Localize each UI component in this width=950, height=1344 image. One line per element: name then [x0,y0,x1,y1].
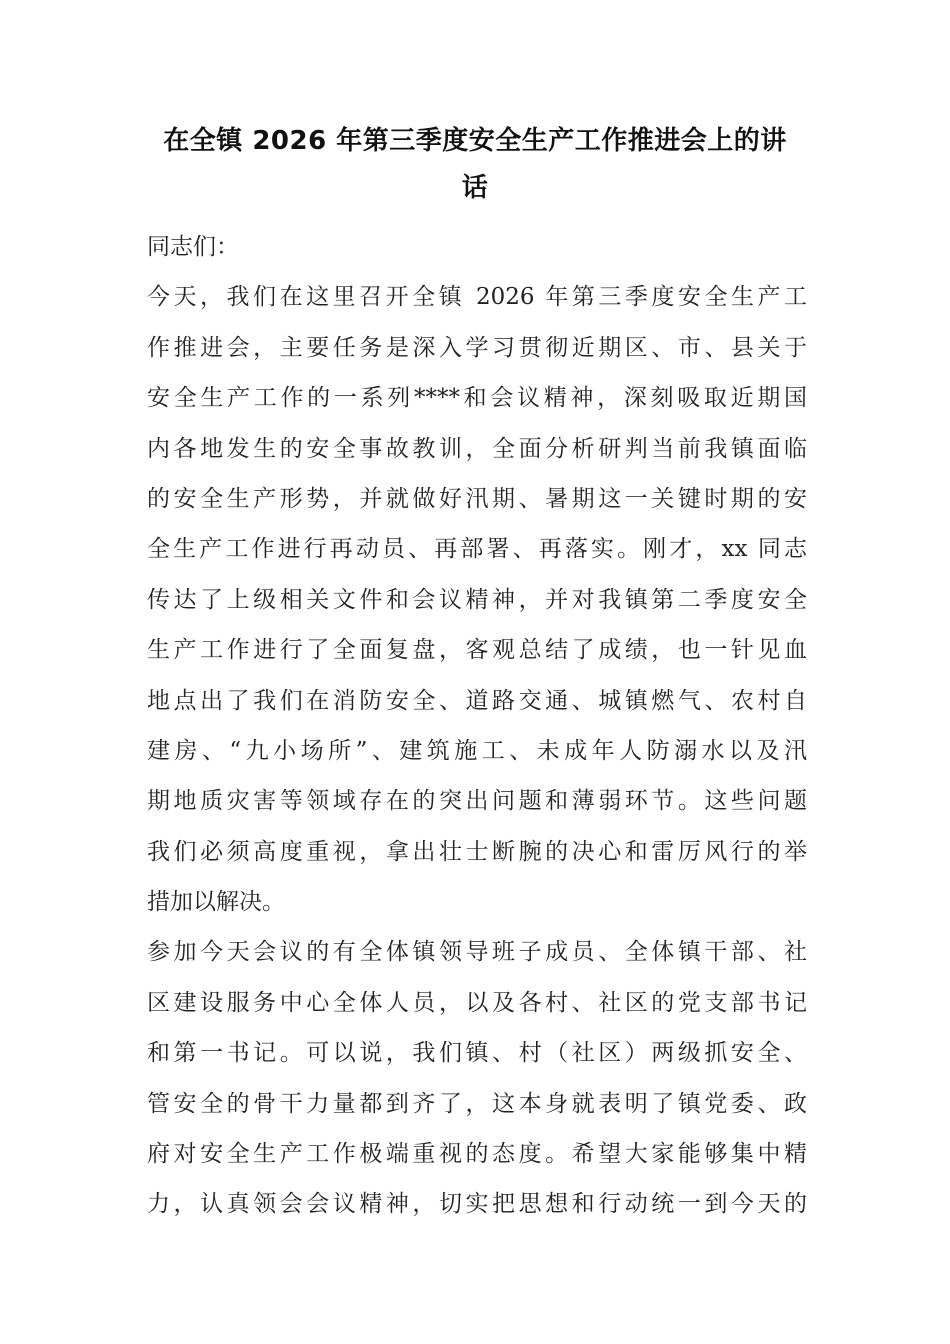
paragraph-line: 地点出了我们在消防安全、道路交通、城镇燃气、农村自 [147,687,807,714]
paragraph-line: 力，认真领会会议精神，切实把思想和行动统一到今天的 [147,1191,807,1218]
paragraph-line: 作推进会，主要任务是深入学习贯彻近期区、市、县关于 [147,334,807,361]
paragraph-1 [147,272,807,927]
paragraph-2 [147,927,807,1229]
paragraph-line: 区建设服务中心全体人员，以及各村、社区的党支部书记 [147,989,807,1016]
title-line: 在全镇 2026 年第三季度安全生产工作推进会上的讲 [163,126,787,156]
paragraph-line: 参加今天会议的有全体镇领导班子成员、全体镇干部、社 [147,939,807,966]
document-body [147,222,807,1230]
paragraph-line: 安全生产工作的一系列****和会议精神，深刻吸取近期国 [147,385,807,412]
paragraph-line: 建房、“九小场所”、建筑施工、未成年人防溺水以及汛 [147,737,807,764]
paragraph-line: 措加以解决。 [147,889,285,916]
paragraph-line: 府对安全生产工作极端重视的态度。希望大家能够集中精 [147,1141,807,1168]
paragraph-line: 的安全生产形势，并就做好汛期、暑期这一关键时期的安 [147,485,807,512]
paragraph-line: 内各地发生的安全事故教训，全面分析研判当前我镇面临 [147,435,807,462]
paragraph-line: 期地质灾害等领域存在的突出问题和薄弱环节。这些问题 [147,788,807,815]
paragraph-line: 全生产工作进行再动员、再部署、再落实。刚才，xx 同志 [147,536,807,563]
paragraph-line: 我们必须高度重视，拿出壮士断腕的决心和雷厉风行的举 [147,838,807,865]
paragraph-line: 管安全的骨干力量都到齐了，这本身就表明了镇党委、政 [147,1090,807,1117]
document-title [140,118,810,212]
salutation: 同志们： [147,234,239,260]
title-line: 话 [461,173,489,203]
paragraph-line: 传达了上级相关文件和会议精神，并对我镇第二季度安全 [147,586,807,613]
paragraph-line: 生产工作进行了全面复盘，客观总结了成绩，也一针见血 [147,637,807,664]
paragraph-line: 今天，我们在这里召开全镇 2026 年第三季度安全生产工 [147,284,807,311]
paragraph-line: 和第一书记。可以说，我们镇、村（社区）两级抓安全、 [147,1040,807,1067]
